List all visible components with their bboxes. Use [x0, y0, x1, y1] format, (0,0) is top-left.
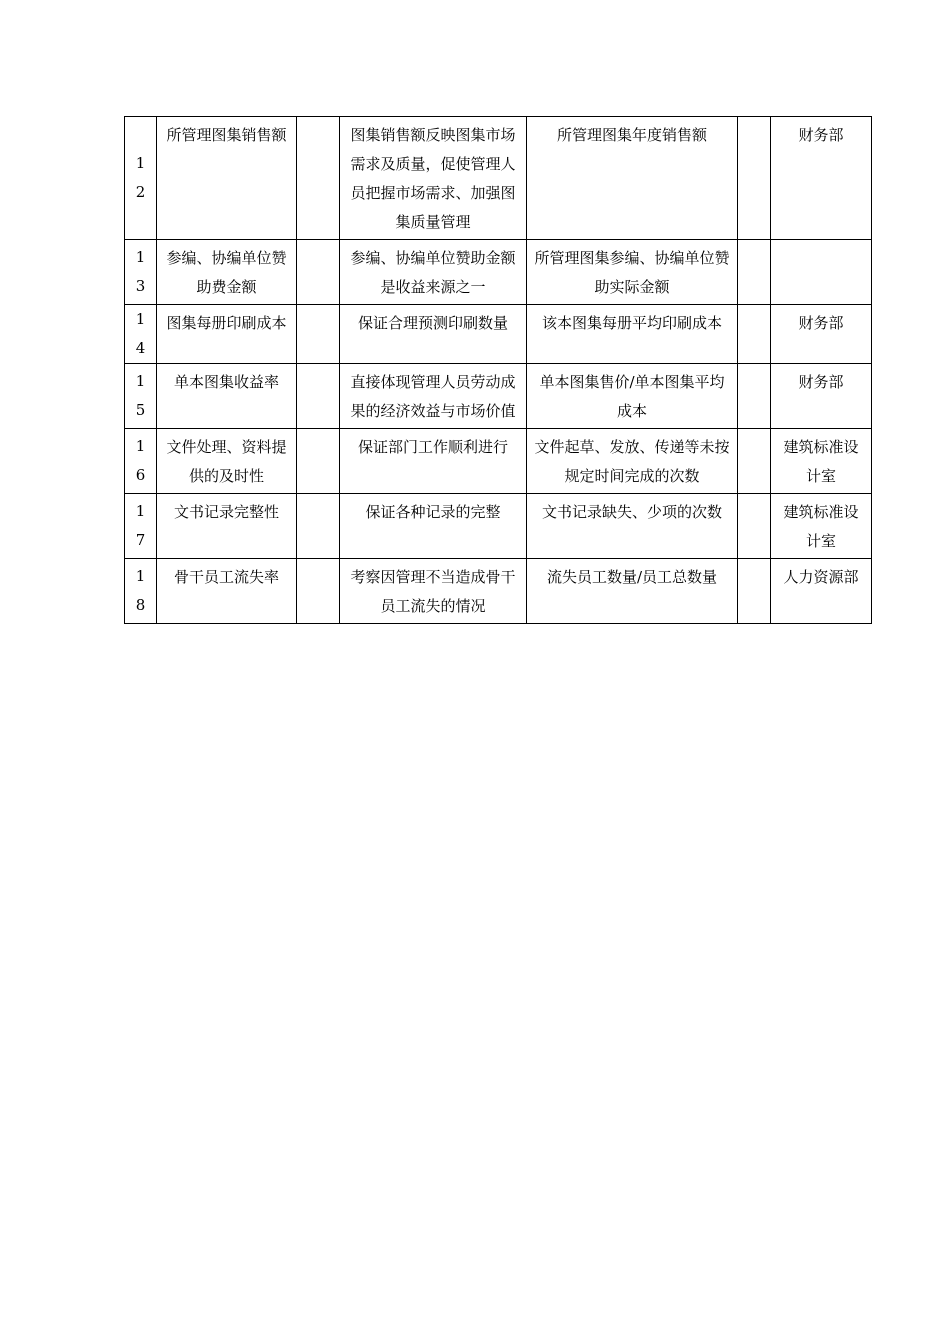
weight-cell	[297, 429, 340, 494]
table-row	[125, 364, 872, 429]
formula-cell: 流失员工数量/员工总数量	[527, 559, 738, 624]
table-row	[125, 305, 872, 364]
weight-cell	[297, 240, 340, 305]
indicator-cell: 参编、协编单位赞助费金额	[157, 240, 297, 305]
kpi-table	[124, 116, 872, 624]
indicator-cell: 文书记录完整性	[157, 494, 297, 559]
weight-cell	[297, 559, 340, 624]
formula-cell: 所管理图集年度销售额	[527, 117, 738, 240]
target-cell	[738, 429, 771, 494]
row-number-cell	[125, 429, 157, 494]
indicator-cell: 骨干员工流失率	[157, 559, 297, 624]
row-number-cell	[125, 305, 157, 364]
formula-cell: 单本图集售价/单本图集平均成本	[527, 364, 738, 429]
target-cell	[738, 494, 771, 559]
target-cell	[738, 305, 771, 364]
row-number: 16	[135, 437, 146, 484]
target-cell	[738, 364, 771, 429]
weight-cell	[297, 364, 340, 429]
table-row	[125, 559, 872, 624]
source-cell	[771, 240, 872, 305]
purpose-cell: 直接体现管理人员劳动成果的经济效益与市场价值	[340, 364, 527, 429]
formula-cell: 该本图集每册平均印刷成本	[527, 305, 738, 364]
indicator-cell: 所管理图集销售额	[157, 117, 297, 240]
indicator-cell: 图集每册印刷成本	[157, 305, 297, 364]
weight-cell	[297, 305, 340, 364]
table-row	[125, 429, 872, 494]
table-row	[125, 240, 872, 305]
row-number-cell	[125, 117, 157, 240]
source-cell: 财务部	[771, 364, 872, 429]
row-number: 14	[135, 310, 146, 357]
formula-cell: 所管理图集参编、协编单位赞助实际金额	[527, 240, 738, 305]
formula-cell: 文书记录缺失、少项的次数	[527, 494, 738, 559]
row-number: 18	[135, 567, 146, 614]
purpose-cell: 保证合理预测印刷数量	[340, 305, 527, 364]
row-number-cell	[125, 559, 157, 624]
purpose-cell: 参编、协编单位赞助金额是收益来源之一	[340, 240, 527, 305]
weight-cell	[297, 494, 340, 559]
formula-cell: 文件起草、发放、传递等未按规定时间完成的次数	[527, 429, 738, 494]
target-cell	[738, 117, 771, 240]
row-number-cell	[125, 494, 157, 559]
indicator-cell: 文件处理、资料提供的及时性	[157, 429, 297, 494]
source-cell: 建筑标准设计室	[771, 429, 872, 494]
indicator-cell: 单本图集收益率	[157, 364, 297, 429]
table-row	[125, 117, 872, 240]
source-cell: 财务部	[771, 117, 872, 240]
target-cell	[738, 559, 771, 624]
source-cell: 建筑标准设计室	[771, 494, 872, 559]
row-number-cell	[125, 364, 157, 429]
purpose-cell: 保证各种记录的完整	[340, 494, 527, 559]
purpose-cell: 保证部门工作顺利进行	[340, 429, 527, 494]
row-number: 17	[135, 502, 146, 549]
source-cell: 人力资源部	[771, 559, 872, 624]
source-cell: 财务部	[771, 305, 872, 364]
row-number: 15	[135, 372, 146, 419]
purpose-cell: 考察因管理不当造成骨干员工流失的情况	[340, 559, 527, 624]
row-number-cell	[125, 240, 157, 305]
target-cell	[738, 240, 771, 305]
weight-cell	[297, 117, 340, 240]
row-number: 13	[135, 248, 146, 295]
row-number: 12	[135, 154, 146, 201]
purpose-cell: 图集销售额反映图集市场需求及质量，促使管理人员把握市场需求、加强图集质量管理	[340, 117, 527, 240]
table-row	[125, 494, 872, 559]
